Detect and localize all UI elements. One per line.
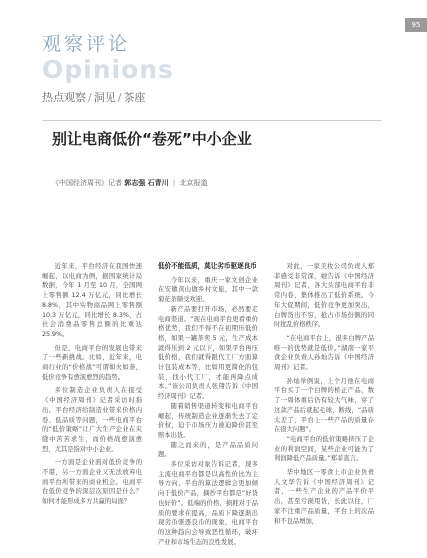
paragraph: 一方面是企业面对低价竞争的不堪，另一方面企业又无法放弃电商平台所带来的商业机会。电商平台低价竞争的深层次原因是什么？如何才能形成多方共赢的局面？ xyxy=(42,459,142,506)
article-byline xyxy=(52,178,208,188)
section-subhead: 低价不能低质，莫让劣币驱逐良币 xyxy=(158,262,257,270)
page-number: 95 xyxy=(411,21,421,29)
paragraph: 随之而来的，是产品品质问题。 xyxy=(158,441,258,459)
column-title-english: Opinions xyxy=(42,55,174,84)
body-column-2 xyxy=(158,262,258,547)
byline-separator: | xyxy=(172,179,176,187)
body-column-1 xyxy=(42,262,142,507)
paragraph: 多位采访对象告诉记者，现多主流电商平台都是以高性价比为主导方向，平台的算法逻辑会更加倾向于低价产品，摘抄平台都是“好货也好价”。低端的价格，损耗对于品质的要求在提高，品质下降逐渐出现劣币驱逐良币的现象，电商平台的这种趋向会导致恶性循环，破坏产业和市场生态的良性发展。 xyxy=(158,461,258,546)
article-headline: 别让电商低价“卷死”中小企业 xyxy=(52,130,252,148)
paragraph: 华中地区一零食上市企业负责人文华告诉《中国经济周刊》记者，一些生产企业的产品平价平出，甚至亏损甩货，长此以往，厂家不注重产品质量，平台上的次品和不良品增加， xyxy=(274,469,374,525)
column-title-chinese: 观察评论 xyxy=(42,33,131,55)
byline-source: 《中国经济周刊》记者 xyxy=(52,179,122,187)
column-subtabs xyxy=(42,91,145,105)
subtab-tea-house: 茶座 xyxy=(123,91,146,104)
byline-location: 北京报道 xyxy=(179,179,208,187)
subtab-hot-observation: 热点观察 xyxy=(42,91,86,104)
paragraph: 但是，电商平台的发展也带来了一些新挑战。比如，近年来，电商行业的“价格战”可谓如火如荼，低价竞争有愈演愈烈的趋势。 xyxy=(42,344,142,381)
paragraph: 今年以来，重庆一家文创企业在安徽黄山做乡村文旅，其中一款菊花茶颇受欢迎。 xyxy=(158,276,258,304)
subtab-insight: 洞见 xyxy=(93,91,116,104)
header-divider xyxy=(42,120,382,121)
paragraph: “电商平台的低价策略挤压了企业的利润空间，某些企业可能为了利润降低产品质量。”郑菲直言。 xyxy=(274,435,374,463)
paragraph: 随着销售渠道转变和电商平台崛起，传统制造企业逐渐失去了定价权，迫于市场压力被迫降价甚至赔本出货。 xyxy=(158,402,258,439)
paragraph: 多位制造企业负责人在接受《中国经济周刊》记者采访时指出，平台经济给制造业带来价格内卷、低品质等问题，一些电商平台的“低价策略”让广大生产企业在夹缝中苦苦求生，而价格战愈演愈烈，尤其是指对中小企业。 xyxy=(42,387,142,453)
paragraph: “在电商平台上，很多白牌产品唯一的优势就是低价。”湖南一家平食企业负责人孙灿告诉《中国经济周刊》记者。 xyxy=(274,334,374,372)
byline-reporters: 郭志强 石青川 xyxy=(124,179,169,187)
paragraph: 孙灿举例说，上个月他在电商平台买了一个白牌的桥正产品，数了一周体重后仍有较大气味，穿了这款产品后就起毛球、断线，“品质太差了，平台上一些产品的质量存在很大问题”。 xyxy=(274,377,374,434)
subtab-separator: / xyxy=(88,91,92,104)
paragraph: 近年来，平台经济在我国快速崛起，以电商为例，据国家统计局数据，今年 1 月至 10 月，全国网上零售额 12.4 万亿元，同比增长 8.8%，其中实物商品网上零售额 10.3 万亿元，同比增长 8.3%，占社会消费品零售总额的比重达 25.9%。 xyxy=(42,263,142,338)
paragraph: 新产品要打开市场，必然要走电商渠道。“现在电商平台更看重价格优势，我们不得不在初期压低价格，如果一罐茶卖 5 元，生产成本就得压到 2 元以下，如果平台再压低价格，我们就得跟代工厂方面算计包装成本等，比如用更简化的包装，找小代工厂，才能再降点成本。”该公司负责人张翔告诉《中国经济周刊》记者。 xyxy=(158,305,258,401)
column-header xyxy=(42,33,382,117)
body-column-3 xyxy=(274,262,374,526)
paragraph: 对此，一家美妆公司负责人郑菲感受非常深，她告诉《中国经济周刊》记者，各大头部电商平台非常内卷，集体推出了低价系统。今年大促期间，低价竞争更加突出，白牌货出不穷，抢占市场份额的同时扰乱价格秩序。 xyxy=(274,263,374,329)
subtab-separator: / xyxy=(117,91,122,104)
